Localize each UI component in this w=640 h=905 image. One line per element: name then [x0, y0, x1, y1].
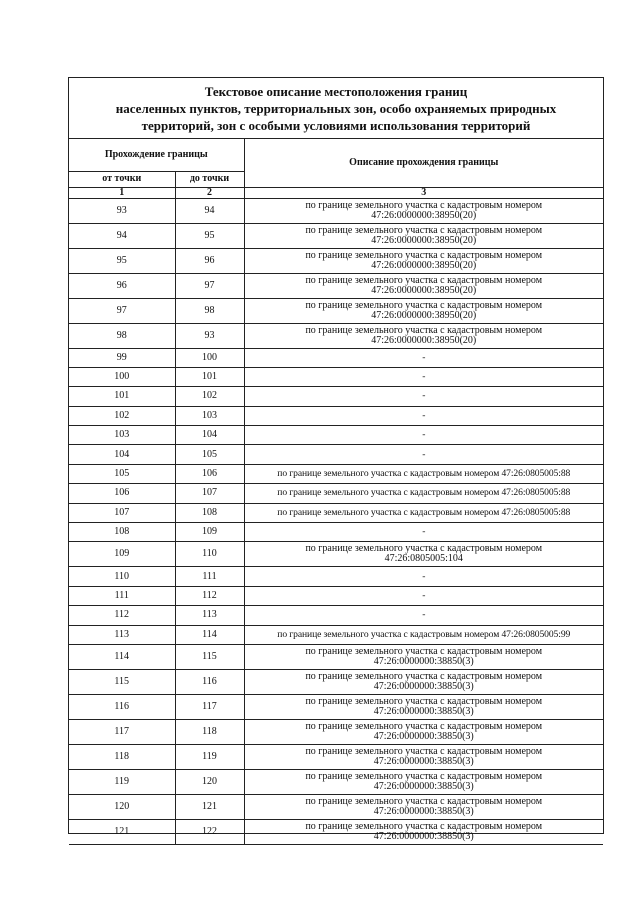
cell-from-point: 104 — [69, 445, 175, 464]
table-body — [69, 198, 603, 844]
description-line: 47:26:0000000:38850(3) — [373, 730, 474, 742]
cell-to-point: 107 — [175, 484, 244, 503]
description-line: по границе земельного участка с кадастровым номером — [305, 324, 543, 336]
cell-description — [244, 273, 603, 298]
cell-to-point: 101 — [175, 367, 244, 386]
cell-to-point: 97 — [175, 273, 244, 298]
table-row — [69, 198, 603, 223]
description-line: 47:26:0000000:38850(3) — [373, 705, 474, 717]
cell-from-point: 100 — [69, 367, 175, 386]
table-row — [69, 644, 603, 669]
cell-description — [244, 198, 603, 223]
cell-description — [244, 769, 603, 794]
cell-to-point: 117 — [175, 694, 244, 719]
cell-description — [244, 606, 603, 625]
description-line: по границе земельного участка с кадастровым номером — [305, 299, 543, 311]
cell-description — [244, 644, 603, 669]
table-row — [69, 794, 603, 819]
description-line: по границе земельного участка с кадастровым номером 47:26:0805005:88 — [277, 506, 571, 518]
table-row — [69, 426, 603, 445]
table-row — [69, 464, 603, 483]
cell-to-point: 114 — [175, 625, 244, 644]
table-row — [69, 523, 603, 542]
cell-from-point: 108 — [69, 523, 175, 542]
title-line-3: территорий, зон с особыми условиями использования территорий — [141, 117, 531, 133]
table-row — [69, 586, 603, 605]
description-line: - — [422, 429, 426, 441]
cell-from-point: 117 — [69, 719, 175, 744]
cell-from-point: 109 — [69, 542, 175, 567]
cell-to-point: 113 — [175, 606, 244, 625]
document-frame — [68, 77, 604, 842]
description-line: по границе земельного участка с кадастровым номером 47:26:0805005:88 — [277, 468, 571, 480]
table-row — [69, 669, 603, 694]
cell-to-point: 103 — [175, 406, 244, 425]
description-line: - — [422, 589, 426, 601]
cell-from-point: 119 — [69, 769, 175, 794]
cell-from-point: 97 — [69, 298, 175, 323]
cell-from-point: 101 — [69, 387, 175, 406]
description-line: по границе земельного участка с кадастровым номером — [305, 645, 543, 657]
description-line: 47:26:0000000:38850(3) — [373, 780, 474, 792]
cell-description — [244, 625, 603, 644]
cell-description — [244, 323, 603, 348]
cell-description — [244, 426, 603, 445]
cell-description — [244, 523, 603, 542]
table-row — [69, 819, 603, 844]
table-row — [69, 567, 603, 586]
cell-from-point: 113 — [69, 625, 175, 644]
table-row — [69, 248, 603, 273]
cell-description — [244, 348, 603, 367]
description-line: - — [422, 390, 426, 402]
table-row — [69, 503, 603, 522]
cell-to-point: 121 — [175, 794, 244, 819]
table-row — [69, 769, 603, 794]
table-row — [69, 445, 603, 464]
description-line: по границе земельного участка с кадастровым номером — [305, 249, 543, 261]
description-line: 47:26:0000000:38950(20) — [371, 209, 477, 221]
cell-description — [244, 744, 603, 769]
description-line: 47:26:0000000:38850(3) — [373, 655, 474, 667]
cell-to-point: 111 — [175, 567, 244, 586]
table-row — [69, 406, 603, 425]
description-line: - — [422, 409, 426, 421]
cell-description — [244, 794, 603, 819]
cell-description — [244, 694, 603, 719]
description-line: - — [422, 448, 426, 460]
cell-from-point: 112 — [69, 606, 175, 625]
description-line: 47:26:0000000:38850(3) — [373, 805, 474, 817]
cell-to-point: 120 — [175, 769, 244, 794]
table-row — [69, 484, 603, 503]
cell-to-point: 93 — [175, 323, 244, 348]
header-to-point: до точки — [175, 171, 244, 187]
cell-from-point: 110 — [69, 567, 175, 586]
header-description: Описание прохождения границы — [244, 139, 603, 187]
table-row — [69, 367, 603, 386]
cell-to-point: 110 — [175, 542, 244, 567]
description-line: 47:26:0000000:38850(3) — [373, 680, 474, 692]
header-from-point: от точки — [69, 171, 175, 187]
cell-description — [244, 669, 603, 694]
cell-to-point: 108 — [175, 503, 244, 522]
cell-from-point: 96 — [69, 273, 175, 298]
table-row — [69, 542, 603, 567]
cell-description — [244, 819, 603, 844]
cell-to-point: 105 — [175, 445, 244, 464]
table-row — [69, 606, 603, 625]
cell-from-point: 121 — [69, 819, 175, 844]
cell-description — [244, 542, 603, 567]
description-line: - — [422, 570, 426, 582]
table-row — [69, 273, 603, 298]
cell-description — [244, 387, 603, 406]
description-line: по границе земельного участка с кадастровым номером — [305, 199, 543, 211]
cell-from-point: 120 — [69, 794, 175, 819]
cell-to-point: 104 — [175, 426, 244, 445]
description-line: по границе земельного участка с кадастровым номером — [305, 795, 543, 807]
description-line: по границе земельного участка с кадастровым номером — [305, 695, 543, 707]
cell-to-point: 122 — [175, 819, 244, 844]
cell-from-point: 98 — [69, 323, 175, 348]
cell-from-point: 118 — [69, 744, 175, 769]
cell-to-point: 96 — [175, 248, 244, 273]
cell-description — [244, 223, 603, 248]
header-col-3: 3 — [244, 187, 603, 198]
cell-to-point: 119 — [175, 744, 244, 769]
cell-to-point: 100 — [175, 348, 244, 367]
description-line: 47:26:0805005:104 — [384, 553, 463, 565]
table-row — [69, 348, 603, 367]
cell-from-point: 94 — [69, 223, 175, 248]
cell-description — [244, 503, 603, 522]
description-line: - — [422, 526, 426, 538]
description-line: - — [422, 351, 426, 363]
cell-from-point: 99 — [69, 348, 175, 367]
description-line: по границе земельного участка с кадастровым номером — [305, 224, 543, 236]
cell-description — [244, 367, 603, 386]
cell-to-point: 95 — [175, 223, 244, 248]
table-row — [69, 625, 603, 644]
description-line: по границе земельного участка с кадастровым номером — [305, 274, 543, 286]
cell-to-point: 98 — [175, 298, 244, 323]
table-row — [69, 223, 603, 248]
table-row — [69, 323, 603, 348]
cell-description — [244, 445, 603, 464]
cell-description — [244, 298, 603, 323]
header-col-1: 1 — [69, 187, 175, 198]
cell-to-point: 109 — [175, 523, 244, 542]
description-line: по границе земельного участка с кадастровым номером — [305, 820, 543, 832]
cell-to-point: 94 — [175, 198, 244, 223]
cell-to-point: 118 — [175, 719, 244, 744]
cell-to-point: 112 — [175, 586, 244, 605]
cell-from-point: 106 — [69, 484, 175, 503]
description-line: 47:26:0000000:38950(20) — [371, 234, 477, 246]
cell-from-point: 107 — [69, 503, 175, 522]
cell-from-point: 95 — [69, 248, 175, 273]
cell-from-point: 102 — [69, 406, 175, 425]
cell-to-point: 102 — [175, 387, 244, 406]
cell-description — [244, 567, 603, 586]
cell-description — [244, 484, 603, 503]
cell-from-point: 115 — [69, 669, 175, 694]
description-line: по границе земельного участка с кадастровым номером — [305, 543, 543, 555]
cell-description — [244, 586, 603, 605]
description-line: - — [422, 609, 426, 621]
header-passage: Прохождение границы — [69, 139, 244, 171]
title-line-1: Текстовое описание местоположения границ — [204, 83, 468, 99]
cell-description — [244, 248, 603, 273]
cell-from-point: 93 — [69, 198, 175, 223]
document-title — [69, 78, 603, 139]
cell-to-point: 106 — [175, 464, 244, 483]
description-line: по границе земельного участка с кадастровым номером — [305, 770, 543, 782]
table-row — [69, 694, 603, 719]
description-line: по границе земельного участка с кадастровым номером 47:26:0805005:88 — [277, 487, 571, 499]
description-line: 47:26:0000000:38950(20) — [371, 309, 477, 321]
boundary-table — [69, 139, 603, 845]
cell-to-point: 115 — [175, 644, 244, 669]
table-row — [69, 387, 603, 406]
cell-description — [244, 406, 603, 425]
cell-description — [244, 719, 603, 744]
description-line: по границе земельного участка с кадастровым номером — [305, 745, 543, 757]
description-line: 47:26:0000000:38950(20) — [371, 284, 477, 296]
cell-from-point: 116 — [69, 694, 175, 719]
description-line: - — [422, 371, 426, 383]
header-col-2: 2 — [175, 187, 244, 198]
description-line: по границе земельного участка с кадастровым номером 47:26:0805005:99 — [277, 628, 571, 640]
table-row — [69, 719, 603, 744]
description-line: по границе земельного участка с кадастровым номером — [305, 670, 543, 682]
cell-from-point: 111 — [69, 586, 175, 605]
description-line: 47:26:0000000:38950(20) — [371, 334, 477, 346]
description-line: 47:26:0000000:38850(3) — [373, 830, 474, 842]
cell-from-point: 105 — [69, 464, 175, 483]
description-line: 47:26:0000000:38850(3) — [373, 755, 474, 767]
description-line: 47:26:0000000:38950(20) — [371, 259, 477, 271]
title-line-2: населенных пунктов, территориальных зон, особо охраняемых природных — [115, 100, 557, 116]
cell-from-point: 114 — [69, 644, 175, 669]
cell-to-point: 116 — [175, 669, 244, 694]
cell-from-point: 103 — [69, 426, 175, 445]
cell-description — [244, 464, 603, 483]
description-line: по границе земельного участка с кадастровым номером — [305, 720, 543, 732]
table-row — [69, 298, 603, 323]
table-row — [69, 744, 603, 769]
